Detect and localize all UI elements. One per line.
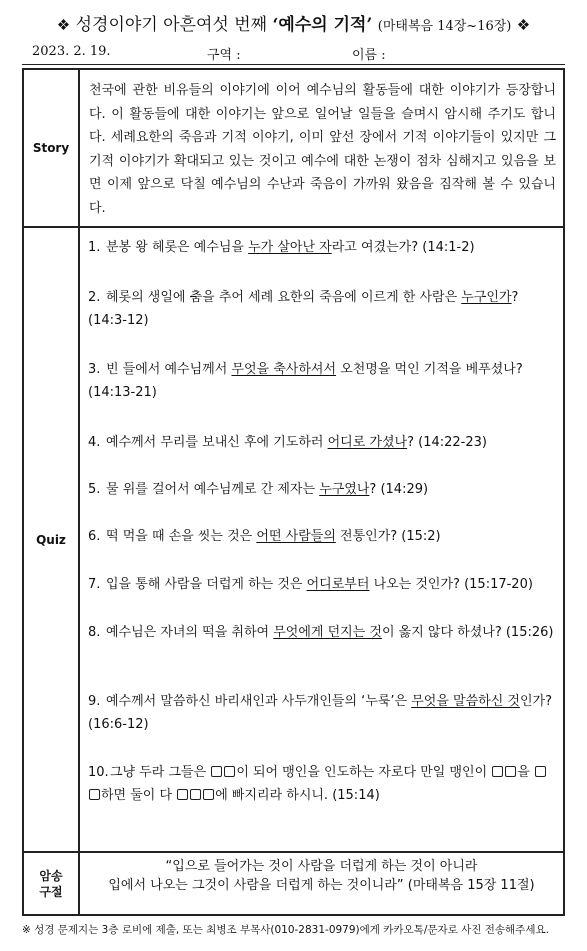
memory-row — [24, 853, 563, 914]
date: 2023. 2. 19. — [32, 44, 111, 59]
quiz-question: 7. 입을 통해 사람을 더럽게 하는 것은 어디로부터 나오는 것인가? (15:17-20) — [88, 577, 533, 592]
diamond-ornament-icon: ❖ — [516, 16, 531, 34]
blank-box[interactable] — [492, 766, 503, 777]
quiz-question: 1. 분봉 왕 헤롯은 예수님을 누가 살아난 자라고 여겼는가? (14:1-2) — [88, 240, 475, 255]
quiz-question: 9. 예수께서 말씀하신 바리새인과 사두개인들의 ‘누룩’은 무엇을 말씀하신 것인가? (16:6-12) — [88, 694, 552, 732]
quiz-question: 6. 떡 먹을 때 손을 씻는 것은 어떤 사람들의 전통인가? (15:2) — [88, 529, 441, 544]
quiz-question: 3. 빈 들에서 예수님께서 무엇을 축사하셔서 오천명을 먹인 기적을 베푸셨나? (14:13-21) — [88, 362, 523, 400]
quiz-question: 5. 물 위를 걸어서 예수님께로 간 제자는 누구였나? (14:29) — [88, 482, 429, 497]
quiz-question-fill-in: 10.그냥 두라 그들은 이 되어 맹인을 인도하는 자로다 만일 맹인이 을 하면 둘이 다 에 빠지리라 하시니. (15:14) — [88, 761, 557, 807]
blank-box[interactable] — [505, 766, 516, 777]
worksheet-table — [22, 68, 565, 916]
quiz-body — [80, 228, 563, 851]
blank-box[interactable] — [211, 766, 222, 777]
diamond-ornament-icon: ❖ — [56, 16, 71, 34]
blank-box[interactable] — [190, 789, 201, 800]
district-label: 구역 : — [207, 48, 241, 63]
title-bold: ‘예수의 기적’ — [272, 15, 373, 35]
blank-box[interactable] — [89, 789, 100, 800]
meta-line — [32, 44, 552, 64]
memory-label: 암송 구절 — [24, 853, 80, 914]
quiz-question: 8. 예수님은 자녀의 떡을 취하여 무엇에게 던지는 것이 옳지 않다 하셨나? (15:26) — [88, 625, 554, 640]
memory-verse: “입으로 들어가는 것이 사람을 더럽게 하는 것이 아니라 입에서 나오는 그것이 사람을 더럽게 하는 것이니라” (마태복음 15장 11절) — [108, 859, 535, 893]
blank-box[interactable] — [224, 766, 235, 777]
story-row — [24, 70, 563, 228]
name-label: 이름 : — [352, 48, 386, 63]
quiz-row — [24, 228, 563, 853]
title-prefix: 성경이야기 아흔여섯 번째 — [75, 15, 268, 35]
quiz-label: Quiz — [24, 228, 80, 851]
blank-box[interactable] — [203, 789, 214, 800]
blank-box[interactable] — [535, 766, 546, 777]
footnote: ※ 성경 문제지는 3층 로비에 제출, 또는 최병조 부목사(010-2831-0979)에게 카카오톡/문자로 사진 전송해주세요. — [22, 924, 549, 936]
quiz-question: 2. 헤롯의 생일에 춤을 추어 세례 요한의 죽음에 이르게 한 사람은 누구인가? (14:3-12) — [88, 290, 519, 328]
story-text: 천국에 관한 비유들의 이야기에 이어 예수님의 활동들에 대한 이야기가 등장합니다. 이 활동들에 대한 이야기는 앞으로 일어날 일들을 슬며시 암시해 주기도 합니다. 세례요한의 죽음과 기적 이야기, 이미 앞선 장에서 기적 이야기들이 있지만 그 기적 이야기가 확대되고 있는 것이고 예수에 대한 논쟁이 점차 심해지고 있음을 보면 이제 앞으로 닥칠 예수님의 수난과 죽음이 가까워 왔음을 짐작해 볼 수 있습니다. — [89, 83, 556, 216]
blank-box[interactable] — [177, 789, 188, 800]
worksheet-title — [0, 10, 587, 35]
story-label: Story — [24, 70, 80, 226]
title-reference: (마태복음 14장~16장) — [377, 19, 512, 34]
quiz-question: 4. 예수께서 무리를 보내신 후에 기도하러 어디로 가셨나? (14:22-23) — [88, 435, 487, 450]
meta-divider — [22, 64, 565, 65]
